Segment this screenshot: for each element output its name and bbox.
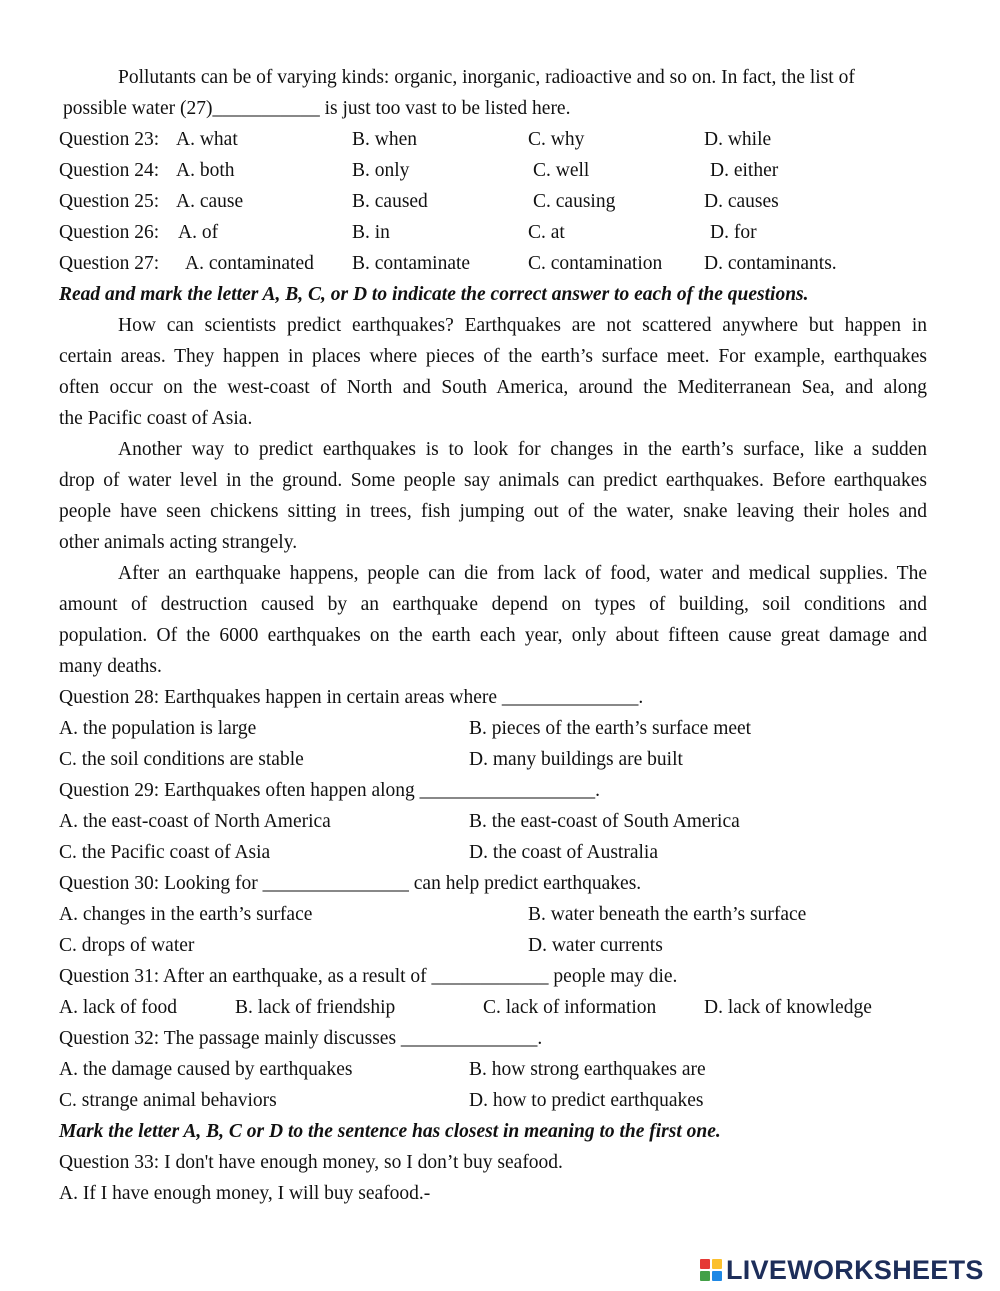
option-b[interactable]: B. water beneath the earth’s surface xyxy=(528,904,807,925)
question-29-options-ab xyxy=(59,806,927,837)
option-b[interactable]: B. caused xyxy=(352,191,428,212)
option-c[interactable]: C. strange animal behaviors xyxy=(59,1090,277,1111)
option-b[interactable]: B. only xyxy=(352,160,410,181)
passage-p2-line-3: people have seen chickens sitting in trees, fish jumping out of the water, snake leaving their holes and xyxy=(59,501,927,522)
passage-p1-line-1: How can scientists predict earthquakes? Earthquakes are not scattered anywhere but happen in xyxy=(118,315,927,336)
intro-line-1: Pollutants can be of varying kinds: organic, inorganic, radioactive and so on. In fact, the list of xyxy=(118,67,855,88)
passage-p3-line-2: amount of destruction caused by an earthquake depend on types of building, soil conditions and xyxy=(59,594,927,615)
passage-p1-line-2: certain areas. They happen in places where pieces of the earth’s surface meet. For example, earthquakes xyxy=(59,346,927,367)
option-b[interactable]: B. pieces of the earth’s surface meet xyxy=(469,718,752,739)
option-a[interactable]: A. cause xyxy=(176,191,244,212)
question-31-options xyxy=(59,992,927,1023)
passage-p3-line-3: population. Of the 6000 earthquakes on the earth each year, only about fifteen cause great damage and xyxy=(59,625,927,646)
option-c[interactable]: C. drops of water xyxy=(59,935,195,956)
option-a[interactable]: A. the east-coast of North America xyxy=(59,811,331,832)
option-d[interactable]: D. how to predict earthquakes xyxy=(469,1090,704,1111)
option-a[interactable]: A. the damage caused by earthquakes xyxy=(59,1059,353,1080)
question-27: Question 27: A. contaminated B. contaminate C. contamination D. contaminants. xyxy=(59,248,927,279)
liveworksheets-logo xyxy=(700,1255,984,1285)
question-30-options-cd xyxy=(59,930,927,961)
option-d[interactable]: D. contaminants. xyxy=(704,253,837,274)
instruction-meaning: Mark the letter A, B, C or D to the sentence has closest in meaning to the first one. xyxy=(59,1121,721,1142)
option-c[interactable]: C. at xyxy=(528,222,565,243)
option-c[interactable]: C. lack of information xyxy=(483,997,657,1018)
question-32-options-cd xyxy=(59,1085,927,1116)
instruction-reading: Read and mark the letter A, B, C, or D to indicate the correct answer to each of the questions. xyxy=(59,284,809,305)
question-30-options-ab xyxy=(59,899,927,930)
question-24: Question 24: A. both B. only C. well D. either xyxy=(59,155,927,186)
option-a[interactable]: A. of xyxy=(178,222,219,243)
option-a[interactable]: A. the population is large xyxy=(59,718,257,739)
question-32-stem: Question 32: The passage mainly discusses ______________. xyxy=(59,1028,543,1049)
question-28-options-cd xyxy=(59,744,927,775)
passage-p2-line-2: drop of water level in the ground. Some people say animals can predict earthquakes. Before earthquakes xyxy=(59,470,927,491)
option-c[interactable]: C. causing xyxy=(533,191,616,212)
option-c[interactable]: C. well xyxy=(533,160,590,181)
option-c[interactable]: C. the Pacific coast of Asia xyxy=(59,842,271,863)
question-28-stem: Question 28: Earthquakes happen in certain areas where ______________. xyxy=(59,687,644,708)
option-b[interactable]: B. the east-coast of South America xyxy=(469,811,740,832)
option-d[interactable]: D. while xyxy=(704,129,772,150)
option-d[interactable]: D. lack of knowledge xyxy=(704,997,872,1018)
logo-text: LIVEWORKSHEETS xyxy=(726,1254,984,1285)
option-c[interactable]: C. contamination xyxy=(528,253,663,274)
option-c[interactable]: C. why xyxy=(528,129,585,150)
passage-p2-line-1: Another way to predict earthquakes is to look for changes in the earth’s surface, like a sudden xyxy=(118,439,927,460)
option-b[interactable]: B. how strong earthquakes are xyxy=(469,1059,706,1080)
option-b[interactable]: B. contaminate xyxy=(352,253,471,274)
question-32-options-ab xyxy=(59,1054,927,1085)
option-d[interactable]: D. causes xyxy=(704,191,779,212)
question-31-stem: Question 31: After an earthquake, as a result of ____________ people may die. xyxy=(59,966,678,987)
question-29-options-cd xyxy=(59,837,927,868)
logo-grid-icon xyxy=(700,1259,722,1281)
passage-p1-line-3: often occur on the west-coast of North and South America, around the Mediterranean Sea, and along xyxy=(59,377,927,398)
question-26: Question 26: A. of B. in C. at D. for xyxy=(59,217,927,248)
passage-p2-line-4: other animals acting strangely. xyxy=(59,532,298,553)
option-d[interactable]: D. for xyxy=(710,222,757,243)
question-25: Question 25: A. cause B. caused C. causing D. causes xyxy=(59,186,927,217)
option-a[interactable]: A. what xyxy=(176,129,238,150)
question-28-options-ab xyxy=(59,713,927,744)
option-a[interactable]: A. both xyxy=(176,160,235,181)
intro-line-2: possible water (27)___________ is just too vast to be listed here. xyxy=(63,98,571,119)
passage-p3-line-4: many deaths. xyxy=(59,656,162,677)
question-33-stem: Question 33: I don't have enough money, so I don’t buy seafood. xyxy=(59,1152,563,1173)
option-a[interactable]: A. contaminated xyxy=(185,253,314,274)
question-33-option-a[interactable]: A. If I have enough money, I will buy seafood.- xyxy=(59,1183,431,1204)
option-b[interactable]: B. in xyxy=(352,222,390,243)
option-b[interactable]: B. when xyxy=(352,129,417,150)
worksheet-page xyxy=(59,62,927,1209)
option-a[interactable]: A. lack of food xyxy=(59,997,178,1018)
option-d[interactable]: D. many buildings are built xyxy=(469,749,683,770)
passage-p1-line-4: the Pacific coast of Asia. xyxy=(59,408,253,429)
option-d[interactable]: D. either xyxy=(710,160,779,181)
option-c[interactable]: C. the soil conditions are stable xyxy=(59,749,304,770)
option-b[interactable]: B. lack of friendship xyxy=(235,997,396,1018)
option-d[interactable]: D. water currents xyxy=(528,935,663,956)
question-29-stem: Question 29: Earthquakes often happen along __________________. xyxy=(59,780,601,801)
option-a[interactable]: A. changes in the earth’s surface xyxy=(59,904,313,925)
question-23: Question 23: A. what B. when C. why D. while xyxy=(59,124,927,155)
option-d[interactable]: D. the coast of Australia xyxy=(469,842,658,863)
question-30-stem: Question 30: Looking for _______________ can help predict earthquakes. xyxy=(59,873,642,894)
passage-p3-line-1: After an earthquake happens, people can die from lack of food, water and medical supplies. The xyxy=(118,563,927,584)
